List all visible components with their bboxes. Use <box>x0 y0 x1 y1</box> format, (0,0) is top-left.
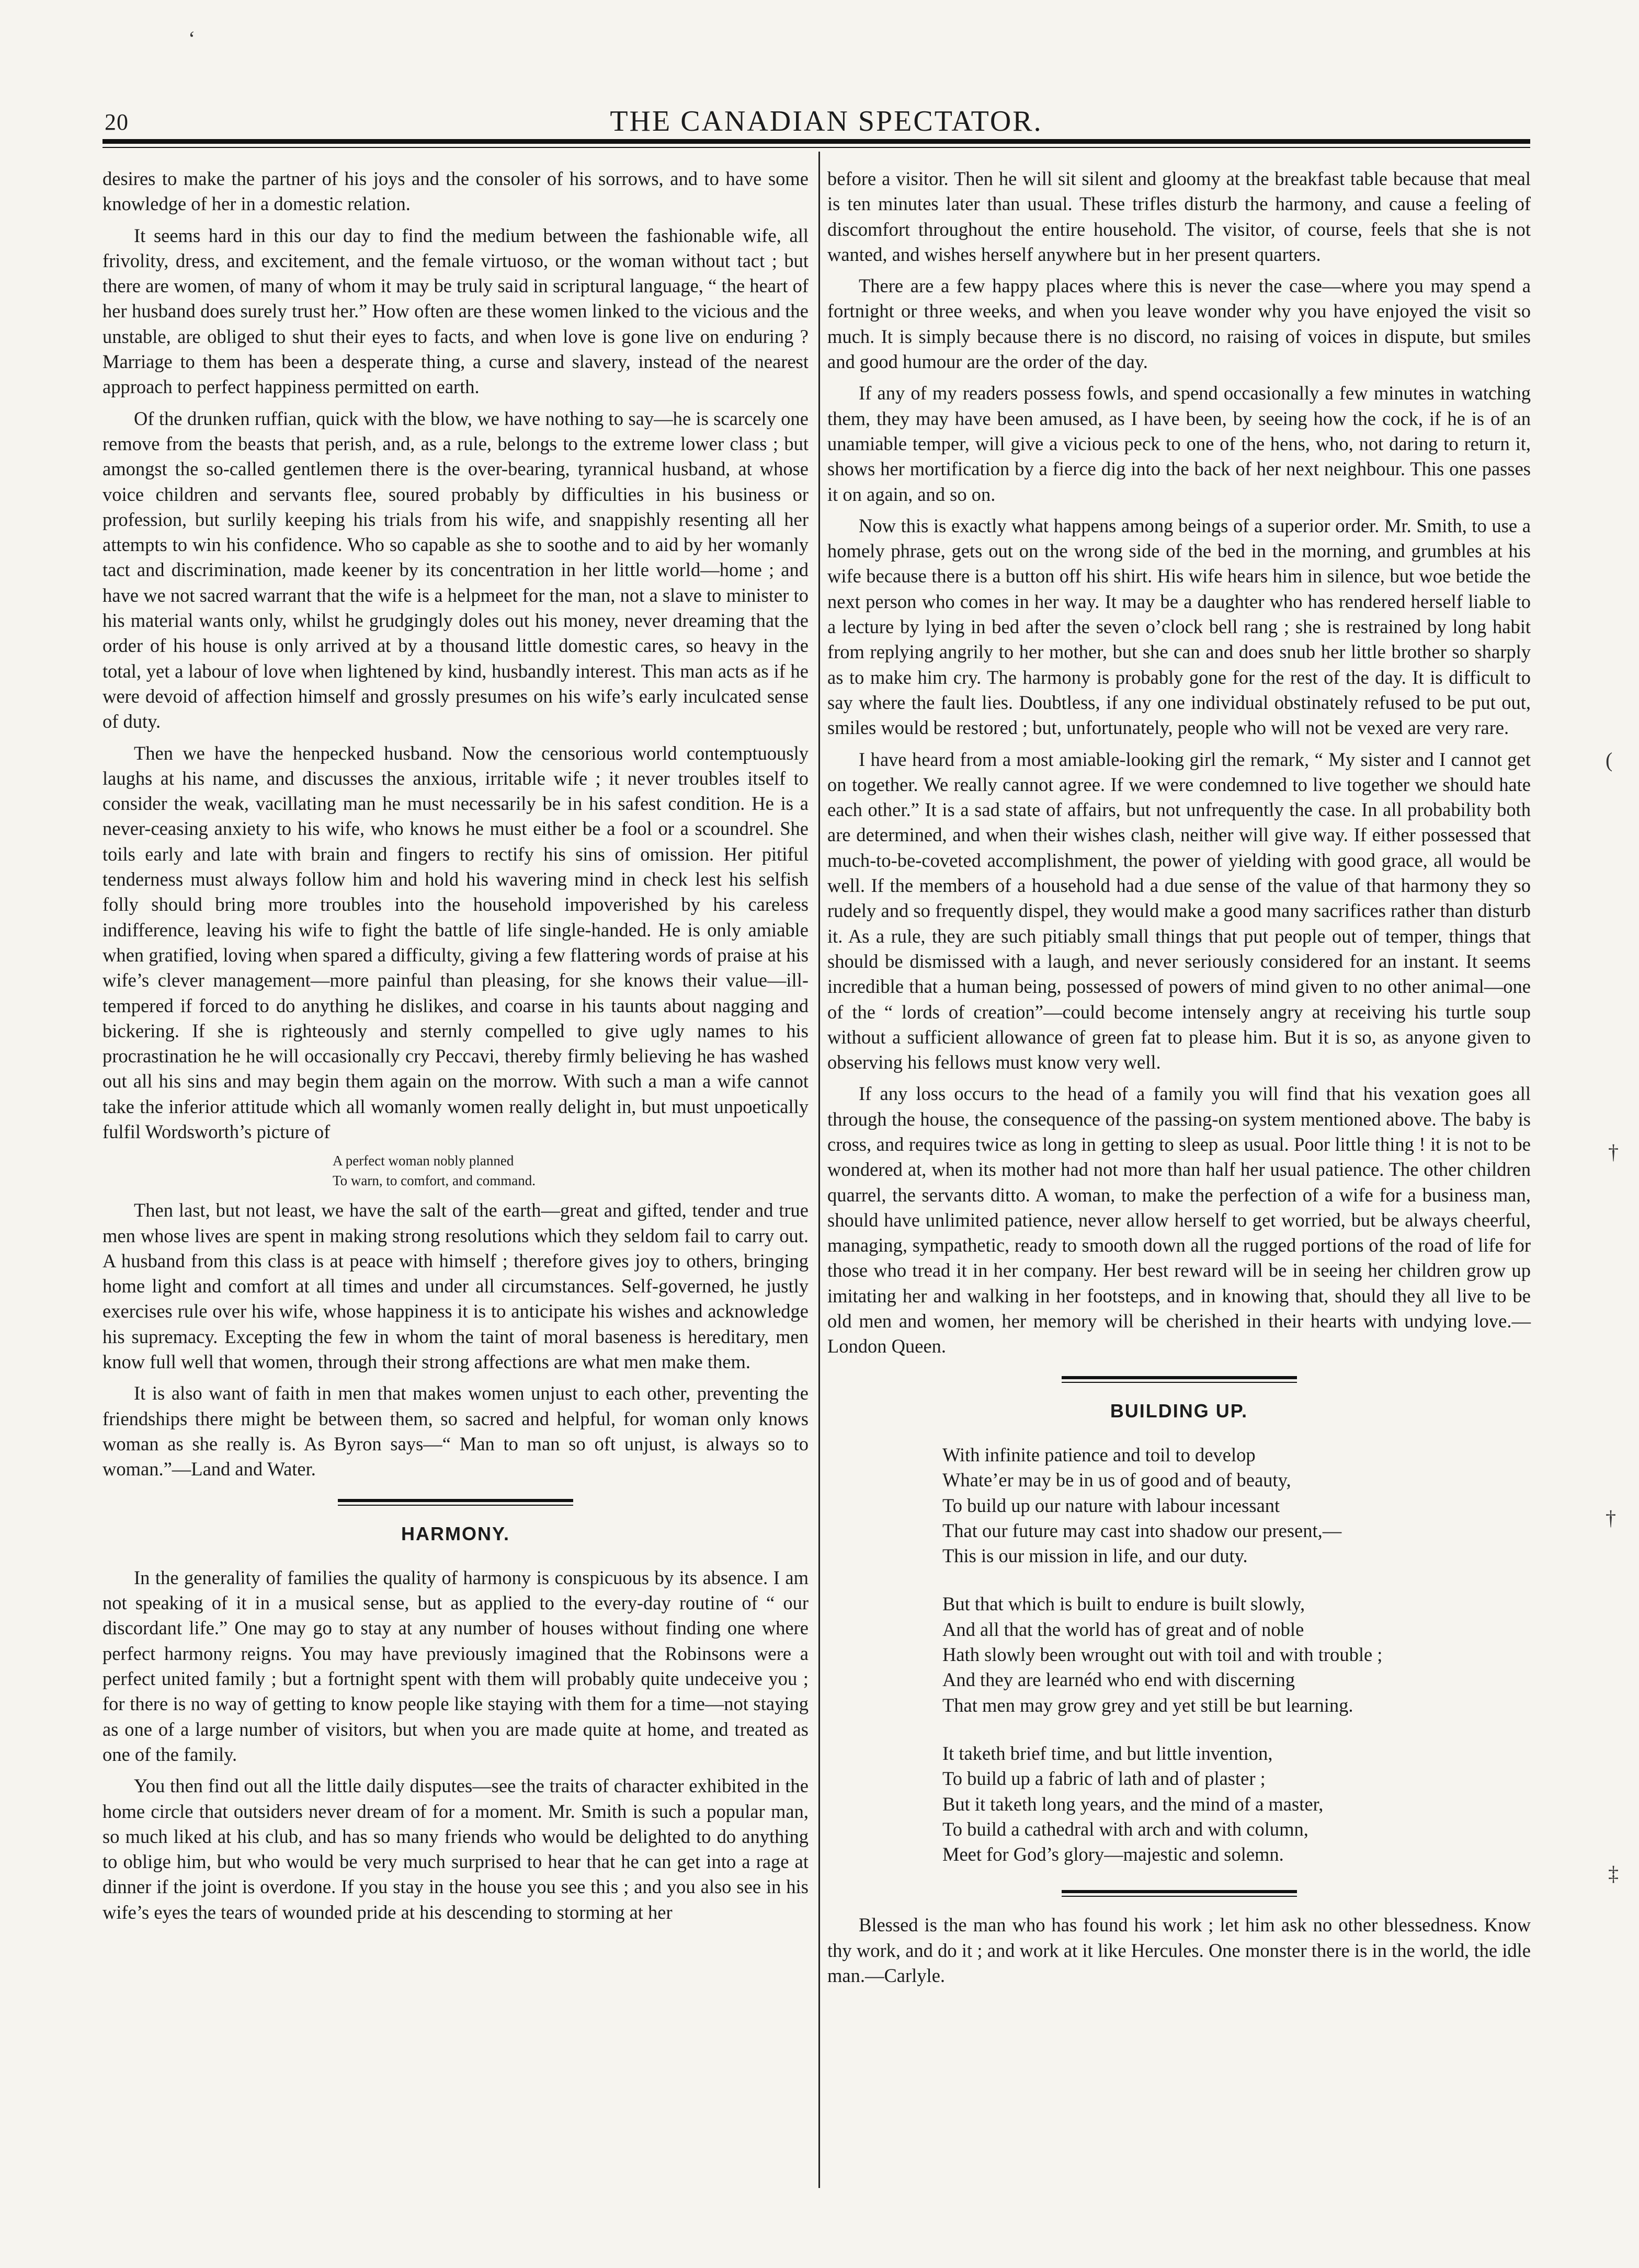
section-title-building-up: BUILDING UP. <box>1110 1400 1248 1422</box>
paragraph: In the generality of families the quality of harmony is conspicuous by its absence. I am not speaking of it in a musical sense, but as applied to the every-day routine of “ our discordant life.” One may go to stay at any number of houses without finding one where perfect harmony reigns. You may have previously imagined that the Robinsons were a perfect united family ; but a fortnight spent with them will probably quite undeceive you ; for there is no way of getting to know people like staying with them for a time—not staying as one of a large number of visitors, but when you are made quite at home, and treated as one of the family. <box>103 1566 809 1765</box>
paragraph: I have heard from a most amiable-looking girl the remark, “ My sister and I cannot get on together. We really cannot agree. If we were condemned to live together we should hate each other.” It is a sad state of affairs, but not unfrequently the case. In all probability both are determined, and when their wishes clash, neither will give way. If either possessed that much-to-be-coveted accomplishment, the power of yielding with good grace, all would be well. If the members of a household had a due sense of the value of that harmony they so rudely and so frequently dispel, they would make a good many sacrifices rather than disturb it. As a rule, they are such pitiably small things that put people out of temper, things that should be dismissed with a laugh, and never seriously considered for an instant. It seems incredible that a human being, possessed of powers of mind given to no other animal—one of the “ lords of creation”—could become intensely angry at receiving his turtle soup without a sufficient allowance of green fat to please him. But it is so, as anyone given to observing his fellows must know very well. <box>827 748 1531 1073</box>
left-column <box>103 166 809 1931</box>
closing-quote-carlyle: Blessed is the man who has found his work ; let him ask no other blessedness. Know thy work, and do it ; and work at it like Hercules. One monster there is in the world, the idle man.—Carlyle. <box>827 1914 1531 1986</box>
poem-line: But it taketh long years, and the mind of a master, <box>942 1793 1324 1815</box>
header-rule-thick <box>103 139 1530 144</box>
poem-stanza <box>942 1741 1531 1867</box>
page-number: 20 <box>105 109 129 135</box>
right-column <box>827 166 1531 1995</box>
scan-speck: † <box>1608 1140 1619 1164</box>
poem-building-up <box>942 1442 1531 1867</box>
poem-line: But that which is built to endure is built slowly, <box>942 1593 1305 1615</box>
wordsworth-quote <box>103 1151 809 1190</box>
paragraph: If any loss occurs to the head of a family you will find that his vexation goes all through the house, the consequence of the passing-on system mentioned above. The baby is cross, and requires twice as long in getting to sleep as usual. Poor little thing ! it is not to be wondered at, when its mother had not more than half her usual patience. The other children quarrel, the servants ditto. A woman, to make the perfection of a wife for a business man, should have unlimited patience, never allow herself to get worried, but be always cheerful, managing, sympathetic, ready to smooth down all the rugged portions of the road of life for those who tread it in her company. Her best reward will be in seeing her children grow up imitating her and walking in her footsteps, and in knowing that, should they all live to be old men and women, her memory will be cherished in their hearts with undying love.—London Queen. <box>827 1083 1531 1357</box>
poem-line: To build up a fabric of lath and of plaster ; <box>942 1768 1266 1790</box>
paragraph: Now this is exactly what happens among beings of a superior order. Mr. Smith, to use a homely phrase, gets out on the wrong side of the bed in the morning, and grumbles at his wife because there is a button off his shirt. His wife hears him in silence, but woe betide the next person who comes in her way. It may be a daughter who has rendered herself liable to a lecture by lying in bed after the seven o’clock bell rang ; she is restrained by long habit from replying angrily to her mother, but she can and does snub her little brother so sharply as to make him cry. The harmony is probably gone for the rest of the day. It is difficult to say where the fault lies. Doubtless, if any one individual obstinately refused to be put out, smiles would be restored ; but, unfortunately, people who will not be vexed are very rare. <box>827 514 1531 739</box>
poem-line: Hath slowly been wrought out with toil and with trouble ; <box>942 1644 1383 1666</box>
poem-line: To build a cathedral with arch and with column, <box>942 1818 1308 1840</box>
section-divider <box>1062 1376 1297 1383</box>
paragraph: Then last, but not least, we have the salt of the earth—great and gifted, tender and true men whose lives are spent in making strong resolutions which they seldom fail to carry out. A husband from this class is at peace with himself ; therefore gives joy to others, bringing home light and comfort at all times and under all circumstances. Self-governed, he justly exercises rule over his wife, whose happiness it is to anticipate his wishes and acknowledge his supremacy. Excepting the few in whom the taint of moral baseness is hereditary, men know full well that women, through their strong affections are what men make them. <box>103 1199 809 1373</box>
poem-line: Meet for God’s glory—majestic and solemn. <box>942 1843 1284 1865</box>
paragraph: Then we have the henpecked husband. Now the censorious world contemptuously laughs at his name, and discusses the anxious, irritable wife ; it never troubles itself to consider the weak, vacillating man he must necessarily be in his safest condition. He is a never-ceasing anxiety to his wife, who knows he must either be a fool or a scoundrel. She toils early and late with brain and fingers to rectify his sins of omission. Her pitiful tenderness must always follow him and hold his wavering mind in check lest his selfish folly should bring more troubles into the household impoverished by his careless indifference, leaving his wife to fight the battle of life single-handed. He is only amiable when gratified, loving when spared a difficulty, giving a few flattering words of praise at his wife’s clever management—more painful than pleasing, for she knows their value—ill-tempered if forced to do anything he dislikes, and coarse in his taunts about nagging and bickering. If she is righteously and sternly compelled to give ugly names to his procrastination he he will occasionally cry Peccavi, thereby firmly believing he has washed out all his sins and may begin them again on the morrow. With such a man a wife cannot take the inferior attitude which all womanly women really delight in, but must unpoetically fulfil Wordsworth’s picture of <box>103 742 809 1142</box>
scan-speck: ‘ <box>188 27 196 50</box>
header-rule-thin <box>103 147 1530 148</box>
paragraph: before a visitor. Then he will sit silent and gloomy at the breakfast table because that meal is ten minutes later than usual. These trifles disturb the harmony, and cause a feeling of discomfort throughout the entire household. The visitor, of course, feels that she is not wanted, and wishes herself anywhere but in her present quarters. <box>827 168 1531 265</box>
section-title-harmony: HARMONY. <box>401 1522 510 1544</box>
poem-stanza <box>942 1591 1531 1717</box>
poem-line: It taketh brief time, and but little invention, <box>942 1742 1273 1764</box>
publication-title: THE CANADIAN SPECTATOR. <box>610 105 1043 138</box>
poem-line: This is our mission in life, and our duty. <box>942 1545 1248 1567</box>
paragraph: It seems hard in this our day to find the medium between the fashionable wife, all frivolity, dress, and excitement, and the female virtuoso, or the woman without tact ; but there are women, of many of whom it may be truly said in scriptural language, “ the heart of her husband does surely trust her.” How often are these women linked to the vicious and the unstable, are obliged to shut their eyes to facts, and when love is gone live on enduring ? Marriage to them has been a desperate thing, a curse and slavery, instead of the nearest approach to perfect happiness permitted on earth. <box>103 224 809 398</box>
poem-line: That our future may cast into shadow our present,— <box>942 1519 1342 1541</box>
paragraph: There are a few happy places where this is never the case—where you may spend a fortnight or three weeks, and when you leave wonder why you have enjoyed the visit so much. It is simply because there is no discord, no raising of voices in dispute, but smiles and good humour are the order of the day. <box>827 275 1531 373</box>
poem-line: To build up our nature with labour incessant <box>942 1494 1280 1516</box>
quote-line: A perfect woman nobly planned <box>333 1153 514 1169</box>
scan-speck: ( <box>1606 748 1613 772</box>
section-divider <box>1062 1890 1297 1897</box>
section-divider <box>338 1499 573 1506</box>
scan-speck: † <box>1606 1506 1616 1530</box>
paragraph: It is also want of faith in men that makes women unjust to each other, preventing the friendships there might be between them, so sacred and helpful, for woman only knows woman as she really is. As Byron says—“ Man to man so oft unjust, is always so to woman.”—Land and Water. <box>103 1382 809 1480</box>
paragraph: desires to make the partner of his joys and the consoler of his sorrows, and to have some knowledge of her in a domestic relation. <box>103 168 809 215</box>
paragraph: If any of my readers possess fowls, and spend occasionally a few minutes in watching them, they may have been amused, as I have been, by seeing how the cock, if he is of an unamiable temper, will give a vicious peck to one of the hens, who, not daring to return it, shows her mortification by a fierce dig into the back of her next neighbour. This one passes it on again, and so on. <box>827 382 1531 505</box>
paragraph: You then find out all the little daily disputes—see the traits of character exhibited in the home circle that outsiders never dream of for a moment. Mr. Smith is such a popular man, so much liked at his club, and has so many friends who would be delighted to do anything to oblige him, but who would be very much surprised to hear that he can get into a rage at dinner if the joint is overdone. If you stay in the house you see this ; and you also see in his wife’s eyes the tears of wounded pride at his descending to storming at her <box>103 1775 809 1923</box>
poem-line: And all that the world has of great and of noble <box>942 1618 1304 1640</box>
poem-line: That men may grow grey and yet still be but learning. <box>942 1694 1353 1716</box>
poem-line: With infinite patience and toil to develop <box>942 1444 1256 1465</box>
quote-line: To warn, to comfort, and command. <box>333 1173 536 1189</box>
paragraph: Of the drunken ruffian, quick with the blow, we have nothing to say—he is scarcely one remove from the beasts that perish, and, as a rule, belongs to the extreme lower class ; but amongst the so-called gentlemen there is the over-bearing, tyrannical husband, at whose voice children and servants flee, soured probably by difficulties in his business or profession, but surlily keeping his trials from his wife, and snappishly resenting all her attempts to win his confidence. Who so capable as she to soothe and to aid by her womanly tact and discrimination, made keener by its concentration in her little world—home ; and have we not sacred warrant that the wife is a helpmeet for the man, not a slave to minister to his material wants only, whilst he grudgingly doles out his money, never dreaming that the order of his house is only arrived at by a thousand little domestic cares, so heavy in the total, yet a labour of love when lightened by kind, husbandly interest. This man acts as if he were devoid of affection himself and grossly presumes on his wife’s early inculcated sense of duty. <box>103 407 809 732</box>
poem-stanza <box>942 1442 1531 1568</box>
column-divider <box>818 152 820 2188</box>
poem-line: And they are learnéd who end with discerning <box>942 1669 1295 1691</box>
scan-speck: ‡ <box>1608 1862 1619 1885</box>
poem-line: Whate’er may be in us of good and of beauty, <box>942 1469 1291 1491</box>
